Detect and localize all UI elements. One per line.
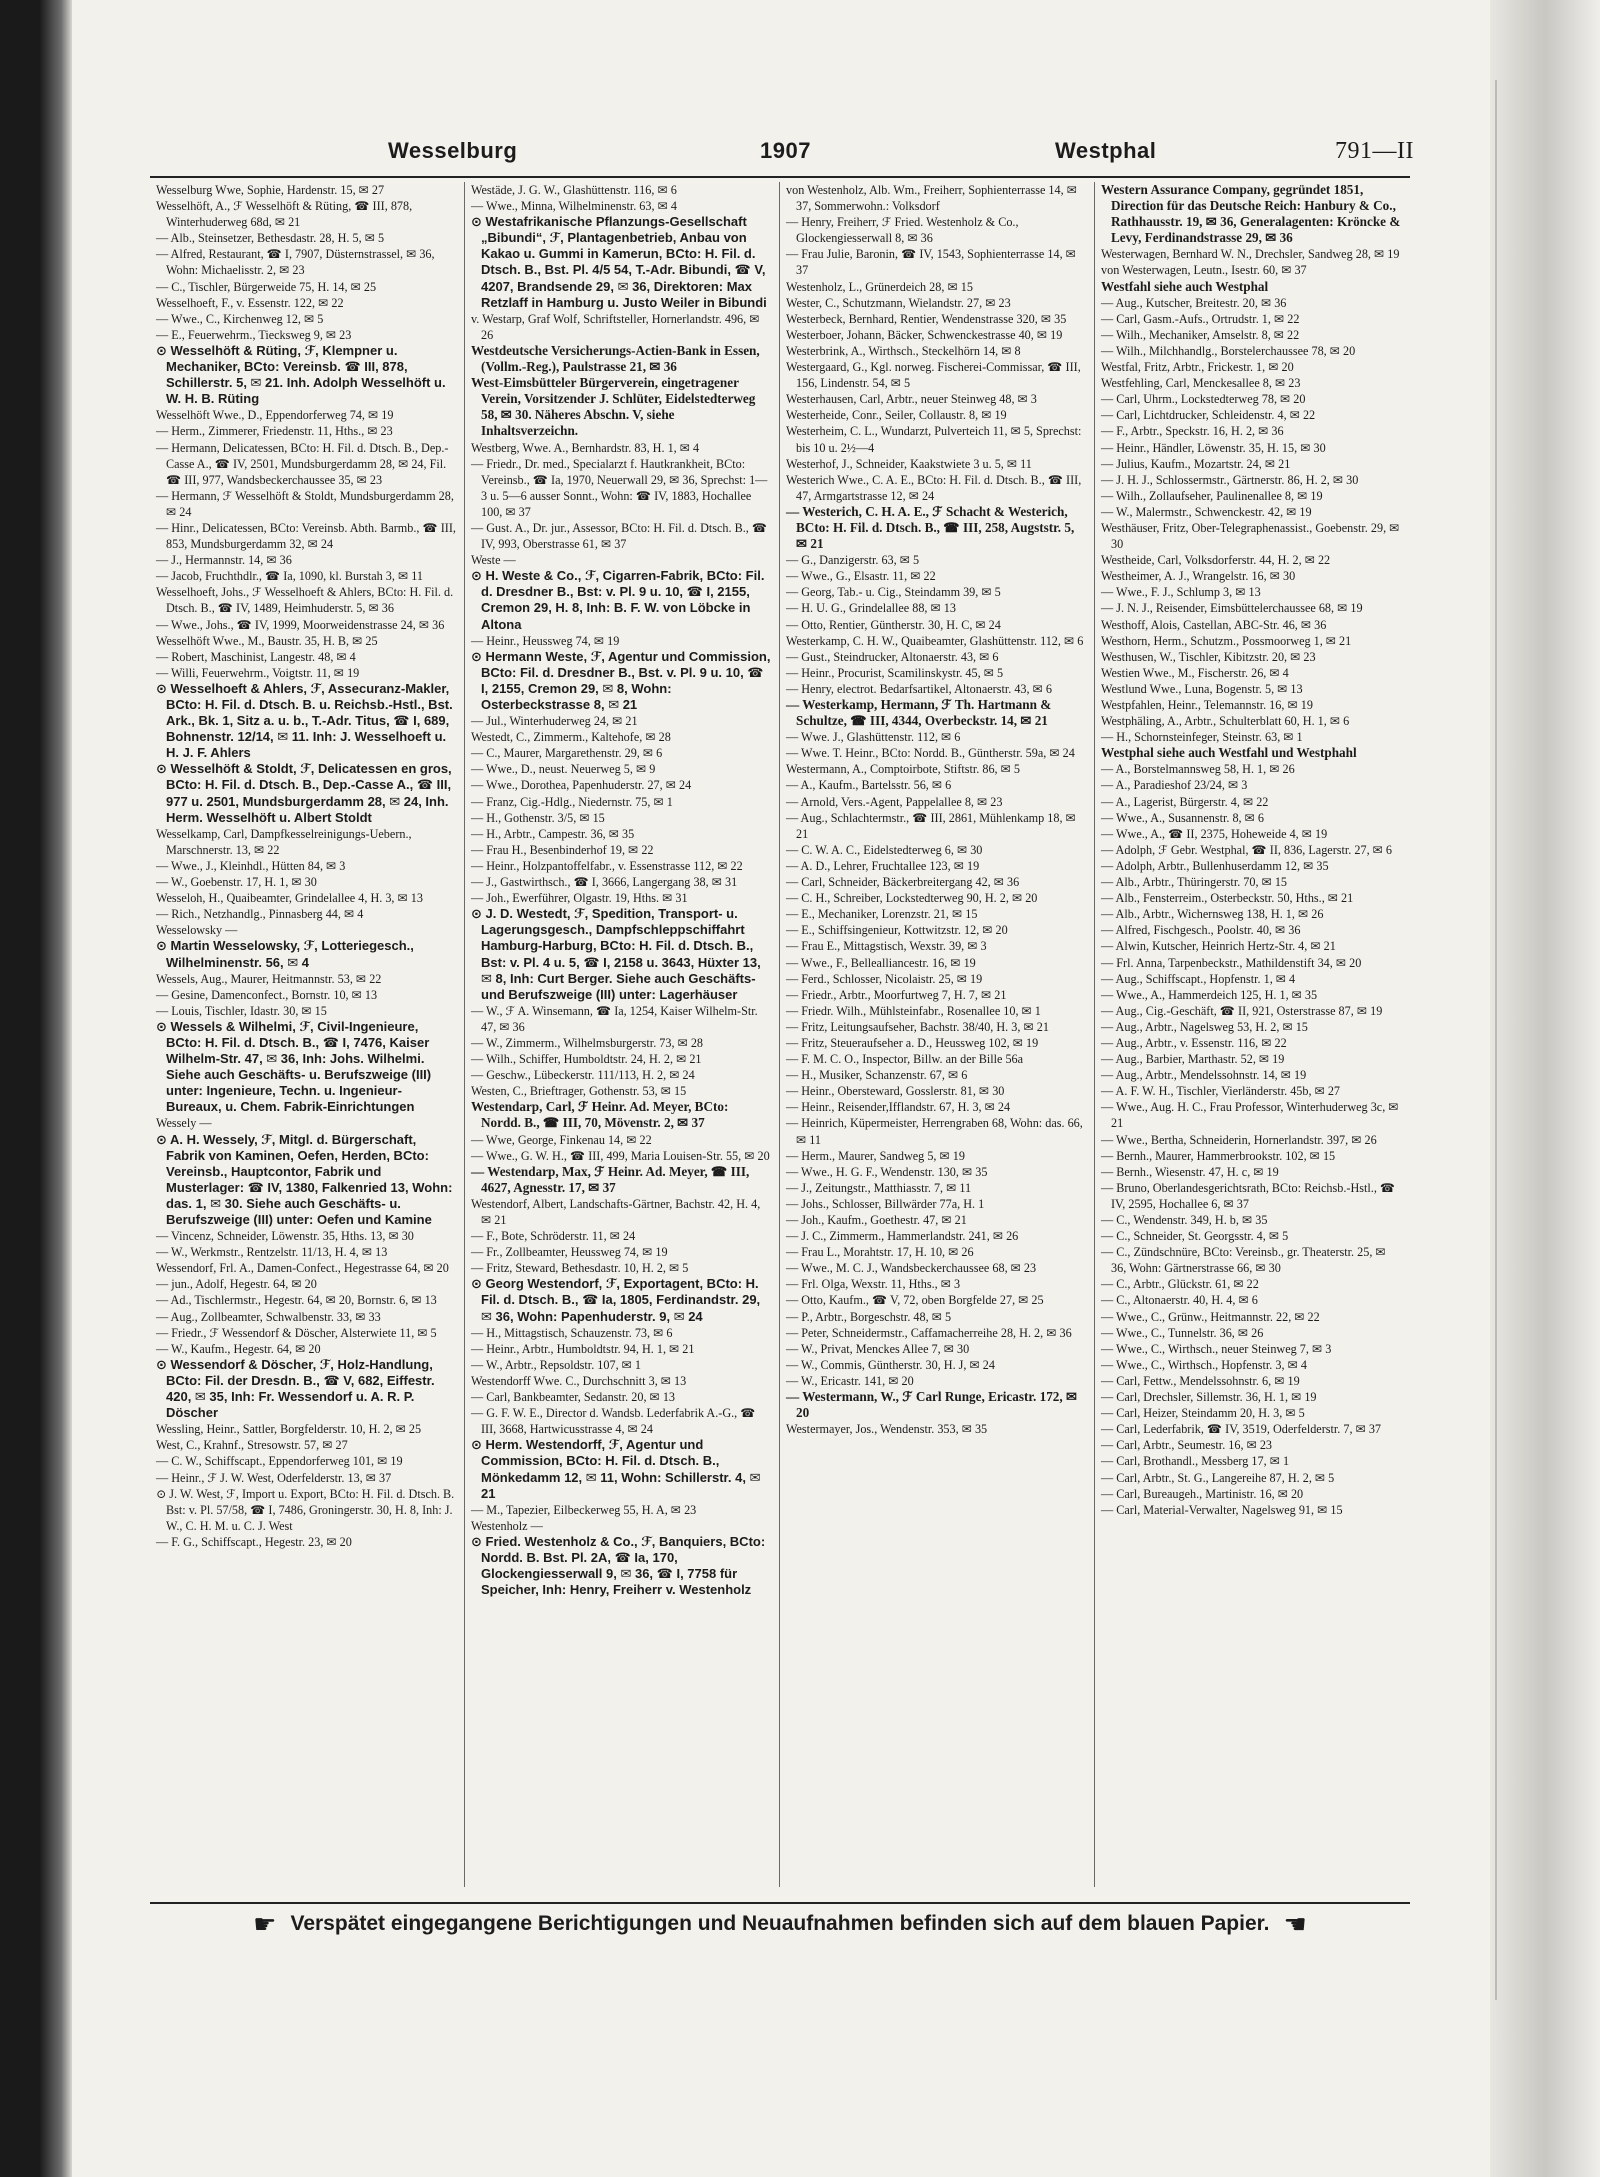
directory-entry: — E., Schiffsingenieur, Kottwitzstr. 12, ✉ 20 [786,923,1008,938]
directory-entry: — Bernh., Wiesenstr. 47, H. c, ✉ 19 [1101,1164,1279,1179]
directory-entry: — F. G., Schiffscapt., Hegestr. 23, ✉ 20 [156,1534,352,1549]
footer-notice: Verspätet eingegangene Berichtigungen und Neuaufnahmen befinden sich auf dem blauen Papier. [290,1912,1270,1935]
page-number: 791—II [1335,138,1414,164]
directory-entry: — C. W. A. C., Eidelstedterweg 6, ✉ 30 [786,842,983,857]
directory-entry: — Wwe. T. Heinr., BCto: Nordd. B., Güntherstr. 59a, ✉ 24 [786,746,1075,761]
directory-entry: — Heinrich, Küpermeister, Herrengraben 68, Wohn: das. 66, ✉ 11 [786,1116,1083,1147]
column-1 [150,182,465,1887]
directory-entry: Westfahl siehe auch Westphal [1101,278,1269,294]
directory-entry: — Carl, Gasm.-Aufs., Ortrudstr. 1, ✉ 22 [1101,311,1300,326]
directory-entry: — Wilh., Schiffer, Humboldtstr. 24, H. 2, ✉ 21 [471,1052,702,1067]
directory-entry: — Westerich, C. H. A. E., ℱ Schacht & Westerich, BCto: H. Fil. d. Dtsch. B., ☎ III, 258, Augststr. 5, ✉ 21 [786,503,1075,552]
directory-entry: — Herm., Zimmerer, Friedenstr. 11, Hths., ✉ 23 [156,424,393,439]
directory-entry: — A. F. W. H., Tischler, Vierländerstr. 45b, ✉ 27 [1101,1084,1341,1099]
directory-entry: v. Westarp, Graf Wolf, Schriftsteller, Hornerlandstr. 496, ✉ 26 [471,311,760,342]
directory-entry: Wesselhoeft, F., v. Essenstr. 122, ✉ 22 [156,295,344,310]
directory-entry: — F., Arbtr., Speckstr. 16, H. 2, ✉ 36 [1101,424,1284,439]
directory-entry: Weste — [471,553,516,568]
directory-page [150,132,1414,2022]
directory-entry: ⊙ J. W. West, ℱ, Import u. Export, BCto: H. Fil. d. Dtsch. B. Bst: v. Pl. 57/58, ☎ I, 7486, Groningerstr. 30, H. 8, Inh: J. W., C. H. M. u. C. J. West [156,1486,455,1533]
directory-entry: Westdeutsche Versicherungs-Actien-Bank in Essen, (Vollm.-Reg.), Paulstrasse 21, ✉ 36 [471,342,760,375]
directory-entry: Wessels, Aug., Maurer, Heitmannstr. 53, ✉ 22 [156,971,382,986]
directory-entry: — Friedr., Arbtr., Moorfurtweg 7, H. 7, ✉ 21 [786,987,1007,1002]
directory-entry: — Joh., Kaufm., Goethestr. 47, ✉ 21 [786,1213,967,1227]
directory-entry: — Frau L., Morahtstr. 17, H. 10, ✉ 26 [786,1245,974,1260]
directory-entry: — Heinr., Reisender,Ifflandstr. 67, H. 3, ✉ 24 [786,1100,1011,1115]
directory-entry: Wessendorf, Frl. A., Damen-Confect., Hegestrasse 64, ✉ 20 [156,1261,449,1276]
directory-entry: — Wilh., Milchhandlg., Borstelerchaussee 78, ✉ 20 [1101,343,1356,358]
directory-entry: — Heinr., Obersteward, Gosslerstr. 81, ✉ 30 [786,1084,1005,1099]
directory-entry: — J. N. J., Reisender, Eimsbüttelerchaussee 68, ✉ 19 [1101,601,1363,616]
directory-entry: — Carl, Heizer, Steindamm 20, H. 3, ✉ 5 [1101,1406,1305,1421]
directory-entry: — A. D., Lehrer, Fruchtallee 123, ✉ 19 [786,858,980,873]
directory-entry: Westedt, C., Zimmerm., Kaltehofe, ✉ 28 [471,730,671,745]
directory-entry: Westendorf, Albert, Landschafts-Gärtner, Bachstr. 42, H. 4, ✉ 21 [471,1196,761,1227]
header-last-entry: Westphal [1055,138,1157,163]
directory-entry: — Aug., Zollbeamter, Schwalbenstr. 33, ✉ 33 [156,1309,381,1324]
directory-entry: — Carl, Drechsler, Sillemstr. 36, H. 1, ✉ 19 [1101,1390,1317,1405]
directory-entry: — Aug., Arbtr., Mendelssohnstr. 14, ✉ 19 [1101,1068,1307,1083]
directory-entry: Westerhof, J., Schneider, Kaakstwiete 3 u. 5, ✉ 11 [786,456,1032,471]
directory-entry: — J. H. J., Schlossermstr., Gärtnerstr. 86, H. 2, ✉ 30 [1101,472,1359,487]
directory-entry: — C., Schneider, St. Georgsstr. 4, ✉ 5 [1101,1229,1289,1244]
column-2 [465,182,780,1887]
directory-entry: — E., Mechaniker, Lorenzstr. 21, ✉ 15 [786,907,978,922]
directory-entry: — Wwe., F. J., Schlump 3, ✉ 13 [1101,585,1261,600]
directory-entry: — Carl, Lederfabrik, ☎ IV, 3519, Oderfelderstr. 7, ✉ 37 [1101,1422,1382,1437]
column-3 [780,182,1095,1887]
directory-entry: — Alb., Fensterreim., Osterbeckstr. 50, Hths., ✉ 21 [1101,891,1354,906]
directory-entry: — Frl. Anna, Tarpenbeckstr., Mathildenstift 34, ✉ 20 [1101,955,1362,970]
directory-entry: — Fritz, Leitungsaufseher, Bachstr. 38/40, H. 3, ✉ 21 [786,1019,1049,1034]
directory-entry: ⊙ J. D. Westedt, ℱ, Spedition, Transport- u. Lagerungsgesch., Dampfschleppschiffahrt Hamburg-Harburg, BCto: H. Fil. d. Dtsch. B., Bst: v. Pl. 4 u. 5, ☎ I, 2158 u. 3643, Hüxter 13, ✉ 8, Inh: Curt Berger. Siehe auch Geschäfts- und Berufszweige (III) unter: Lagerhäuser [471,906,761,1002]
directory-entry: Westerbeck, Bernhard, Rentier, Wendenstrasse 320, ✉ 35 [786,311,1067,326]
directory-entry: — H., Musiker, Schanzenstr. 67, ✉ 6 [786,1068,968,1083]
directory-entry: — Wwe., A., Hammerdeich 125, H. 1, ✉ 35 [1101,987,1318,1002]
directory-entry: — Bernh., Maurer, Hammerbrookstr. 102, ✉ 15 [1101,1148,1336,1163]
directory-entry: ⊙ Hermann Weste, ℱ, Agentur und Commission, BCto: Fil. d. Dresdner B., Bst. v. Pl. 9 u. 10, ☎ I, 2155, Cremon 29, ✉ 8, Wohn: Osterbeckstrasse 8, ✉ 21 [471,648,771,712]
directory-entry: — Carl, Bureaugeh., Martinistr. 16, ✉ 20 [1101,1486,1304,1501]
directory-entry: — Aug., Kutscher, Breitestr. 20, ✉ 36 [1101,295,1287,310]
directory-entry: West-Eimsbütteler Bürgerverein, eingetragener Verein, Vorsitzender J. Schlüter, Eidelstedterweg 58, ✉ 30. Näheres Abschn. V, siehe Inhaltsverzeichn. [471,375,756,439]
directory-entry: — Friedr. Wilh., Mühlsteinfabr., Rosenallee 10, ✉ 1 [786,1003,1041,1018]
directory-entry: — J., Zeitungstr., Matthiasstr. 7, ✉ 11 [786,1180,972,1195]
directory-entry: — Heinr., ℱ J. W. West, Oderfelderstr. 13, ✉ 37 [156,1470,392,1485]
directory-entry: — Fritz, Steward, Bethesdastr. 10, H. 2, ✉ 5 [471,1261,689,1276]
directory-entry: — Wwe., Minna, Wilhelminenstr. 63, ✉ 4 [471,199,677,214]
directory-entry: Westermann, A., Comptoirbote, Stiftstr. 86, ✉ 5 [786,762,1021,777]
directory-entry: — Aug., Schiffscapt., Hopfenstr. 1, ✉ 4 [1101,971,1296,986]
directory-entry: — Wwe., C., Wirthsch., Hopfenstr. 3, ✉ 4 [1101,1357,1307,1372]
page-fold-line [1495,80,1497,2000]
directory-entry: — Hermann, Delicatessen, BCto: H. Fil. d. Dtsch. B., Dep.-Casse A., ☎ IV, 2501, Mundsburgerdamm 28, ✉ 24, Fil. ☎ III, 977, Wandsbeckerchaussee 35, ✉ 23 [156,440,449,487]
directory-entry: — Wwe, George, Finkenau 14, ✉ 22 [471,1132,652,1147]
directory-entry: — W., Zimmerm., Wilhelmsburgerstr. 73, ✉ 28 [471,1035,704,1050]
directory-entry: Wessling, Heinr., Sattler, Borgfelderstr. 10, H. 2, ✉ 25 [156,1422,422,1437]
directory-entry: — Jacob, Fruchthdlr., ☎ Ia, 1090, kl. Burstah 3, ✉ 11 [156,569,423,584]
directory-entry: — J., Gastwirthsch., ☎ I, 3666, Langergang 38, ✉ 31 [471,875,738,890]
directory-entry: — Wilh., Zollaufseher, Paulinenallee 8, ✉ 19 [1101,488,1323,503]
directory-entry: — Wwe., Aug. H. C., Frau Professor, Winterhuderweg 3c, ✉ 21 [1101,1100,1399,1131]
directory-entry: — H., Mittagstisch, Schauzenstr. 73, ✉ 6 [471,1325,673,1340]
directory-entry: Westphäling, A., Arbtr., Schulterblatt 60, H. 1, ✉ 6 [1101,714,1350,729]
directory-entry: — Ad., Tischlermstr., Hegestr. 64, ✉ 20, Bornstr. 6, ✉ 13 [156,1293,437,1308]
directory-entry: — Wwe., M. C. J., Wandsbeckerchaussee 68, ✉ 23 [786,1261,1037,1276]
directory-entry: Westhusen, W., Tischler, Kibitzstr. 20, ✉ 23 [1101,649,1316,664]
directory-entry: — Carl, Brothandl., Messberg 17, ✉ 1 [1101,1454,1290,1469]
directory-entry: Westäde, J. G. W., Glashüttenstr. 116, ✉ 6 [471,183,677,197]
directory-entry: — Heinr., Procurist, Scamilinskystr. 45, ✉ 5 [786,665,1004,680]
directory-entry: — Westerkamp, Hermann, ℱ Th. Hartmann & Schultze, ☎ III, 4344, Overbeckstr. 14, ✉ 21 [786,697,1052,729]
directory-entry: — Louis, Tischler, Idastr. 30, ✉ 15 [156,1003,327,1018]
directory-entry: — A., Kaufm., Bartelsstr. 56, ✉ 6 [786,778,952,793]
directory-entry: Wesselowsky — [156,923,238,938]
directory-entry: Westerbrink, A., Wirthsch., Steckelhörn 14, ✉ 8 [786,343,1021,358]
directory-entry: — Alfred, Restaurant, ☎ I, 7907, Düsternstrassel, ✉ 36, Wohn: Michaelisstr. 2, ✉ 23 [156,247,435,278]
directory-entry: — W., Commis, Güntherstr. 30, H. J, ✉ 24 [786,1357,995,1372]
directory-entry: — E., Feuerwehrm., Tiecksweg 9, ✉ 23 [156,327,352,342]
directory-entry: — G., Danzigerstr. 63, ✉ 5 [786,553,920,568]
directory-entry: — Henry, Freiherr, ℱ Fried. Westenholz & Co., Glockengiesserwall 8, ✉ 36 [786,215,1019,246]
directory-entry: — P., Arbtr., Borgeschstr. 48, ✉ 5 [786,1309,952,1324]
scan-page-edge [1490,0,1600,2177]
directory-entry: — Alwin, Kutscher, Heinrich Hertz-Str. 4, ✉ 21 [1101,939,1336,954]
directory-entry: — G. F. W. E., Director d. Wandsb. Lederfabrik A.-G., ☎ III, 3668, Hartwicusstrasse 4, ✉ 24 [471,1406,756,1437]
directory-entry: — Wwe., G., Elsastr. 11, ✉ 22 [786,569,936,584]
directory-entry: Westpfahlen, Heinr., Telemannstr. 16, ✉ 19 [1101,698,1313,712]
directory-entry: — Wwe., G. W. H., ☎ III, 499, Maria Louisen-Str. 55, ✉ 20 [471,1148,770,1163]
directory-entry: Westien Wwe., M., Fischerstr. 26, ✉ 4 [1101,665,1289,680]
directory-entry: — Heinr., Händler, Löwenstr. 35, H. 15, ✉ 30 [1101,440,1326,455]
directory-entry: — Gust. A., Dr. jur., Assessor, BCto: H. Fil. d. Dtsch. B., ☎ IV, 993, Oberstrasse 61, ✉ 37 [471,520,768,552]
directory-entry: — H. U. G., Grindelallee 88, ✉ 13 [786,601,956,616]
directory-entry: — Henry, electrot. Bedarfsartikel, Altonaerstr. 43, ✉ 6 [786,681,1052,696]
directory-entry: Westergaard, G., Kgl. norweg. Fischerei-Commissar, ☎ III, 156, Lindenstr. 54, ✉ 5 [786,360,1081,391]
page-header [150,132,1414,178]
directory-entry: — Wwe., C., Tunnelstr. 36, ✉ 26 [1101,1325,1264,1340]
directory-entry: Westerboer, Johann, Bäcker, Schwenckestrasse 40, ✉ 19 [786,327,1063,342]
directory-entry: von Westenholz, Alb. Wm., Freiherr, Sophienterrasse 14, ✉ 37, Sommerwohn.: Volksdorf [786,183,1077,214]
directory-entry: — Vincenz, Schneider, Löwenstr. 35, Hths. 13, ✉ 30 [156,1229,414,1244]
directory-entry: — Wwe., C., Kirchenweg 12, ✉ 5 [156,311,324,326]
directory-entry: Westendorff Wwe. C., Durchschnitt 3, ✉ 13 [471,1373,687,1388]
directory-entry: — Wwe., D., neust. Neuerweg 5, ✉ 9 [471,762,656,777]
directory-entry: Westendarp, Carl, ℱ Heinr. Ad. Meyer, BCto: Nordd. B., ☎ III, 70, Mövenstr. 2, ✉ 37 [471,1099,729,1131]
pointing-hand-left-icon: ☛ [253,1908,277,1939]
directory-entry: — Wwe., A., ☎ II, 2375, Hoheweide 4, ✉ 19 [1101,826,1328,841]
directory-entry: — Julius, Kaufm., Mozartstr. 24, ✉ 21 [1101,456,1291,471]
directory-entry: — Alb., Steinsetzer, Bethesdastr. 28, H. 5, ✉ 5 [156,231,385,246]
directory-entry: — Wwe., C., Grünw., Heitmannstr. 22, ✉ 22 [1101,1309,1320,1324]
header-year: 1907 [760,138,811,163]
page-footer [150,1902,1410,1944]
directory-entry: — H., Gothenstr. 3/5, ✉ 15 [471,810,605,825]
directory-entry: Wesselhoeft, Johs., ℱ Wesselhoeft & Ahlers, BCto: H. Fil. d. Dtsch. B., ☎ IV, 1489, Heimhuderstr. 5, ✉ 36 [156,585,454,616]
directory-entry: ⊙ Westafrikanische Pflanzungs-Gesellschaft „Bibundi“, ℱ, Plantagenbetrieb, Anbau von Kakao u. Gummi in Kamerun, BCto: H. Fil. d. Dtsch. B., Bst. Pl. 4/5 54, T.-Adr. Bibundi, ☎ V, 4207, Brandsende 29, ✉ 36, Direktoren: Max Retzlaff in Hamburg u. Justo Weiler in Bibundi [471,214,767,310]
directory-entry: — W., Privat, Menckes Allee 7, ✉ 30 [786,1341,970,1356]
directory-entry: Wesselkamp, Carl, Dampfkesselreinigungs-Uebern., Marschnerstr. 13, ✉ 22 [156,826,412,857]
directory-entry: — Friedr., ℱ Wessendorf & Döscher, Alsterwiete 11, ✉ 5 [156,1325,437,1340]
directory-entry: — Frl. Olga, Wexstr. 11, Hths., ✉ 3 [786,1277,961,1292]
directory-entry: — W., Kaufm., Hegestr. 64, ✉ 20 [156,1341,321,1356]
directory-entry: Westerkamp, C. H. W., Quaibeamter, Glashüttenstr. 112, ✉ 6 [786,633,1084,648]
directory-entry: — F., Bote, Schröderstr. 11, ✉ 24 [471,1229,636,1244]
directory-entry: — Hinr., Delicatessen, BCto: Vereinsb. Abth. Barmb., ☎ III, 853, Mundsburgerdamm 32, ✉ 24 [156,520,456,552]
directory-entry: — W., Werkmstr., Rentzelstr. 11/13, H. 4, ✉ 13 [156,1245,388,1260]
directory-entry: Westberg, Wwe. A., Bernhardstr. 83, H. 1, ✉ 4 [471,440,700,455]
directory-entry: — Aug., Arbtr., v. Essenstr. 116, ✉ 22 [1101,1035,1287,1050]
directory-entry: — A., Borstelmannsweg 58, H. 1, ✉ 26 [1101,762,1295,777]
directory-entry: Wesselhöft Wwe., M., Baustr. 35, H. B, ✉ 25 [156,633,378,648]
directory-entry: — Wwe., F., Bellealliancestr. 16, ✉ 19 [786,955,976,970]
directory-entry: — Adolph, ℱ Gebr. Westphal, ☎ II, 836, Lagerstr. 27, ✉ 6 [1101,842,1393,857]
directory-entry: Westphal siehe auch Westfahl und Westphahl [1101,745,1357,761]
directory-entry: — C. W., Schiffscapt., Eppendorferweg 101, ✉ 19 [156,1454,403,1469]
directory-entry: — Aug., Cig.-Geschäft, ☎ II, 921, Osterstrasse 87, ✉ 19 [1101,1003,1383,1018]
directory-entry: — Gesine, Damenconfect., Bornstr. 10, ✉ 13 [156,987,378,1002]
directory-entry: Westerheide, Conr., Seiler, Collaustr. 8, ✉ 19 [786,408,1007,423]
directory-entry: — Geschw., Lübeckerstr. 111/113, H. 2, ✉ 24 [471,1068,695,1083]
directory-entry: — Carl, Lichtdrucker, Schleidenstr. 4, ✉ 22 [1101,408,1316,423]
directory-entry: ⊙ Herm. Westendorff, ℱ, Agentur und Commission, BCto: H. Fil. d. Dtsch. B., Mönkedamm 12, ✉ 11, Wohn: Schillerstr. 4, ✉ 21 [471,1437,761,1501]
directory-entry: West, C., Krahnf., Stresowstr. 57, ✉ 27 [156,1438,348,1453]
directory-entry: Westenholz, L., Grünerdeich 28, ✉ 15 [786,279,973,294]
directory-entry: — Wwe., Bertha, Schneiderin, Hornerlandstr. 397, ✉ 26 [1101,1132,1377,1147]
directory-entry: Westfehling, Carl, Menckesallee 8, ✉ 23 [1101,376,1301,391]
directory-entry: ⊙ Wesselhoeft & Ahlers, ℱ, Assecuranz-Makler, BCto: H. Fil. d. Dtsch. B. u. Reichsb.-Hstl., Bst. Ark., Bk. 1, Sitz a. u. b., T.-Adr. Titus, ☎ I, 689, Bohnenstr. 12/14, ✉ 11. Inh: J. Wesselhoeft u. H. J. F. Ahlers [156,680,453,761]
directory-entry: — Willi, Feuerwehrm., Voigtstr. 11, ✉ 19 [156,665,360,680]
directory-entry: — Wilh., Mechaniker, Amselstr. 8, ✉ 22 [1101,327,1300,342]
directory-entry: — A., Paradieshof 23/24, ✉ 3 [1101,778,1248,793]
directory-entry: ⊙ H. Weste & Co., ℱ, Cigarren-Fabrik, BCto: Fil. d. Dresdner B., Bst: v. Pl. 9 u. 10, ☎ I, 2155, Cremon 29, H. 8, Inh: B. F. W. von Löbcke in Altona [471,568,765,632]
directory-entry: — Fritz, Steueraufseher a. D., Heussweg 102, ✉ 19 [786,1035,1039,1050]
directory-entry: — Bruno, Oberlandesgerichtsrath, BCto: Reichsb.-Hstl., ☎ IV, 2595, Hochallee 6, ✉ 37 [1101,1180,1396,1211]
directory-entry: Westheide, Carl, Volksdorferstr. 44, H. 2, ✉ 22 [1101,553,1331,568]
directory-entry: Westhorn, Herm., Schutzm., Possmoorweg 1, ✉ 21 [1101,633,1352,648]
directory-entry: — Aug., Barbier, Marthastr. 52, ✉ 19 [1101,1052,1285,1067]
directory-entry: von Westerwagen, Leutn., Isestr. 60, ✉ 37 [1101,263,1307,278]
directory-entry: — jun., Adolf, Hegestr. 64, ✉ 20 [156,1277,317,1292]
directory-entry: — F. M. C. O., Inspector, Billw. an der Bille 56a [786,1052,1024,1067]
directory-entry: — Carl, Schneider, Bäckerbreitergang 42, ✉ 36 [786,875,1020,890]
directory-entry: — Arnold, Vers.-Agent, Pappelallee 8, ✉ 23 [786,794,1003,809]
directory-entry: — A., Lagerist, Bürgerstr. 4, ✉ 22 [1101,794,1269,809]
directory-entry: — W., Malermstr., Schwenckestr. 42, ✉ 19 [1101,504,1312,519]
directory-entry: — Peter, Schneidermstr., Caffamacherreihe 28, H. 2, ✉ 36 [786,1325,1072,1340]
directory-entry: Westerwagen, Bernhard W. N., Drechsler, Sandweg 28, ✉ 19 [1101,247,1400,262]
directory-entry: — Alb., Arbtr., Wichernsweg 138, H. 1, ✉ 26 [1101,907,1324,922]
directory-entry: — Carl, Arbtr., Seumestr. 16, ✉ 23 [1101,1438,1273,1453]
directory-entry: — Johs., Schlosser, Billwärder 77a, H. 1 [786,1196,985,1211]
directory-entry: — Wwe., C., Wirthsch., neuer Steinweg 7, ✉ 3 [1101,1341,1332,1356]
directory-entry: — J. C., Zimmerm., Hammerlandstr. 241, ✉ 26 [786,1229,1019,1244]
directory-entry: Westerich Wwe., C. A. E., BCto: H. Fil. d. Dtsch. B., ☎ III, 47, Armgartstrasse 12, ✉ 24 [786,472,1082,503]
pointing-hand-right-icon: ☚ [1283,1908,1307,1939]
directory-entry: — Westermann, W., ℱ Carl Runge, Ericastr. 172, ✉ 20 [786,1389,1078,1421]
directory-entry: — H., Schornsteinfeger, Steinstr. 63, ✉ 1 [1101,730,1303,745]
directory-entry: Westerhausen, Carl, Arbtr., neuer Steinweg 48, ✉ 3 [786,392,1037,407]
directory-entry: Westlund Wwe., Luna, Bogenstr. 5, ✉ 13 [1101,681,1303,696]
directory-entry: — C., Altonaerstr. 40, H. 4, ✉ 6 [1101,1293,1258,1308]
directory-entry: — W., Goebenstr. 17, H. 1, ✉ 30 [156,875,317,890]
directory-entry: Wesselhöft Wwe., D., Eppendorferweg 74, ✉ 19 [156,408,394,423]
directory-entry: Westenholz — [471,1518,543,1533]
directory-entry: Westermayer, Jos., Wendenstr. 353, ✉ 35 [786,1422,988,1437]
directory-entry: — Otto, Rentier, Güntherstr. 30, H. C, ✉ 24 [786,617,1001,632]
directory-entry: ⊙ Wessels & Wilhelmi, ℱ, Civil-Ingenieure, BCto: H. Fil. d. Dtsch. B., ☎ I, 7476, Kaiser Wilhelm-Str. 47, ✉ 36, Inh: Johs. Wilhelmi. Siehe auch Geschäfts- u. Berufszweige (III) unter: Ingenieure, Techn. u. Ingenieur-Bureaux, u. Chem. Fabrik-Einrichtungen [156,1018,432,1115]
directory-entry: — C., Wendenstr. 349, H. b, ✉ 35 [1101,1213,1268,1227]
directory-entry: — Joh., Ewerführer, Olgastr. 19, Hths. ✉ 31 [471,891,688,906]
directory-entry: — Gust., Steindrucker, Altonaerstr. 43, ✉ 6 [786,649,999,664]
directory-entry: — Frau E., Mittagstisch, Wexstr. 39, ✉ 3 [786,939,987,954]
directory-entry: — Wwe. J., Glashüttenstr. 112, ✉ 6 [786,730,961,745]
directory-entry: — Aug., Arbtr., Nagelsweg 53, H. 2, ✉ 15 [1101,1019,1308,1034]
directory-entry: Westfal, Fritz, Arbtr., Frickestr. 1, ✉ 20 [1101,360,1294,375]
directory-entry: Western Assurance Company, gegründet 1851, Direction für das Deutsche Reich: Hanbury & Co., Rathhausstr. 19, ✉ 36, Generalagenten: Kröncke & Levy, Ferdinandstrasse 29, ✉ 36 [1101,182,1401,246]
directory-entry: — Otto, Kaufm., ☎ V, 72, oben Borgfelde 27, ✉ 25 [786,1293,1044,1308]
directory-entry: — Wwe., A., Susannenstr. 8, ✉ 6 [1101,810,1265,825]
directory-entry: — Frau Julie, Baronin, ☎ IV, 1543, Sophienterrasse 14, ✉ 37 [786,247,1076,278]
directory-entry: — Wwe., Johs., ☎ IV, 1999, Moorweidenstrasse 24, ✉ 36 [156,617,445,632]
directory-entry: — Hermann, ℱ Wesselhöft & Stoldt, Mundsburgerdamm 28, ✉ 24 [156,488,454,519]
directory-entry: — Westendarp, Max, ℱ Heinr. Ad. Meyer, ☎ III, 4627, Agnesstr. 17, ✉ 37 [471,1163,750,1195]
directory-entry: Westheimer, A. J., Wrangelstr. 16, ✉ 30 [1101,569,1296,584]
directory-entry: — Frau H., Besenbinderhof 19, ✉ 22 [471,842,654,857]
directory-entry: Westerheim, C. L., Wundarzt, Pulverteich 11, ✉ 5, Sprechst: bis 10 u. 2½—4 [786,424,1082,455]
directory-entry: — Heinr., Holzpantoffelfabr., v. Essenstrasse 112, ✉ 22 [471,858,743,873]
directory-entry: — H., Arbtr., Campestr. 36, ✉ 35 [471,826,635,841]
directory-entry: — Heinr., Arbtr., Humboldtstr. 94, H. 1, ✉ 21 [471,1341,695,1356]
directory-entry: — Carl, Material-Verwalter, Nagelsweg 91, ✉ 15 [1101,1502,1343,1517]
directory-entry: ⊙ Georg Westendorf, ℱ, Exportagent, BCto: H. Fil. d. Dtsch. B., ☎ Ia, 1805, Ferdinandstr. 29, ✉ 36, Wohn: Papenhuderstr. 9, ✉ 24 [471,1276,761,1324]
directory-entry: — Jul., Winterhuderweg 24, ✉ 21 [471,714,638,729]
directory-entry: ⊙ A. H. Wessely, ℱ, Mitgl. d. Bürgerschaft, Fabrik von Kaminen, Oefen, Herden, BCto: Vereinsb., Hauptcontor, Fabrik und Musterlager: ☎ IV, 1380, Falkenried 13, Wohn: das. 1, ✉ 30. Siehe auch Geschäfts- u. Berufszweige (III) unter: Oefen und Kamine [156,1131,453,1227]
directory-entry: — Ferd., Schlosser, Nicolaistr. 25, ✉ 19 [786,971,983,986]
directory-entry: — C., Zündschnüre, BCto: Vereinsb., gr. Theaterstr. 25, ✉ 36, Wohn: Gärtnerstrasse 66, ✉ 30 [1101,1245,1386,1276]
directory-entry: Westhäuser, Fritz, Ober-Telegraphenassist., Goebenstr. 29, ✉ 30 [1101,520,1400,552]
directory-entry: — W., Arbtr., Repsoldstr. 107, ✉ 1 [471,1357,642,1372]
directory-entry: — Herm., Maurer, Sandweg 5, ✉ 19 [786,1148,965,1163]
directory-entry: — M., Tapezier, Eilbeckerweg 55, H. A, ✉ 23 [471,1502,697,1517]
directory-entry: ⊙ Fried. Westenholz & Co., ℱ, Banquiers, BCto: Nordd. B. Bst. Pl. 2A, ☎ Ia, 170, Glockengiesserwall 9, ✉ 36, ☎ I, 7758 für Speicher, Inh: Henry, Freiherr v. Westenholz [471,1533,766,1598]
directory-entry: — Wwe., H. G. F., Wendenstr. 130, ✉ 35 [786,1164,988,1179]
directory-entry: — Carl, Bankbeamter, Sedanstr. 20, ✉ 13 [471,1390,676,1405]
scan-binding-shadow [0,0,72,2177]
column-4 [1095,182,1410,1887]
directory-entry: — Alb., Arbtr., Thüringerstr. 70, ✉ 15 [1101,875,1288,890]
directory-entry: — Georg, Tab.- u. Cig., Steindamm 39, ✉ 5 [786,585,1001,600]
directory-entry: Wessely — [156,1116,212,1131]
directory-entry: ⊙ Wesselhöft & Rüting, ℱ, Klempner u. Mechaniker, BCto: Vereinsb. ☎ III, 878, Schillerstr. 5, ✉ 21. Inh. Adolph Wesselhöft u. W. H. B. Rüting [156,342,446,407]
directory-entry: Wesseloh, H., Quaibeamter, Grindelallee 4, H. 3, ✉ 13 [156,891,423,906]
directory-entry: — Rich., Netzhandlg., Pinnasberg 44, ✉ 4 [156,907,364,922]
directory-entry: — Aug., Schlachtermstr., ☎ III, 2861, Mühlenkamp 18, ✉ 21 [786,810,1076,841]
directory-entry: — C., Arbtr., Glückstr. 61, ✉ 22 [1101,1277,1259,1292]
directory-entry: — Adolph, Arbtr., Bullenhuserdamm 12, ✉ 35 [1101,858,1329,873]
directory-entry: — C., Tischler, Bürgerweide 75, H. 14, ✉ 25 [156,279,377,294]
directory-entry: — Robert, Maschinist, Langestr. 48, ✉ 4 [156,649,356,664]
directory-entry: — Carl, Fettw., Mendelssohnstr. 6, ✉ 19 [1101,1373,1300,1388]
directory-entry: — C. H., Schreiber, Lockstedterweg 90, H. 2, ✉ 20 [786,891,1038,906]
directory-entry: Wester, C., Schutzmann, Wielandstr. 27, ✉ 23 [786,295,1011,310]
directory-entry: — Alfred, Fischgesch., Poolstr. 40, ✉ 36 [1101,923,1301,938]
directory-entry: ⊙ Martin Wesselowsky, ℱ, Lotteriegesch., Wilhelminenstr. 56, ✉ 4 [156,938,414,970]
directory-entry: — Wwe., Dorothea, Papenhuderstr. 27, ✉ 24 [471,778,692,793]
directory-entry: ⊙ Wessendorf & Döscher, ℱ, Holz-Handlung, BCto: Fil. der Dresdn. B., ☎ V, 682, Eiffestr. 420, ✉ 35, Inh: Fr. Wessendorf u. A. R. P. Döscher [156,1356,435,1421]
directory-entry: Wesselhöft, A., ℱ Wesselhöft & Rüting, ☎ III, 878, Winterhuderweg 68d, ✉ 21 [156,199,413,230]
directory-columns [150,182,1410,1887]
directory-entry: — Carl, Uhrm., Lockstedterweg 78, ✉ 20 [1101,392,1306,407]
directory-entry: Westhoff, Alois, Castellan, ABC-Str. 46, ✉ 36 [1101,617,1327,632]
directory-entry: — Friedr., Dr. med., Specialarzt f. Hautkrankheit, BCto: Vereinsb., ☎ Ia, 1970, Neuerwall 29, ✉ 36, Sprechst: 1—3 u. 5—6 ausser Sonnt., Wohn: ☎ IV, 1883, Hochallee 100, ✉ 37 [471,456,768,519]
directory-entry: — J., Hermannstr. 14, ✉ 36 [156,553,292,568]
directory-entry: Wesselburg Wwe, Sophie, Hardenstr. 15, ✉ 27 [156,183,385,197]
directory-entry: — Heinr., Heussweg 74, ✉ 19 [471,633,620,648]
directory-entry: — W., ℱ A. Winsemann, ☎ Ia, 1254, Kaiser Wilhelm-Str. 47, ✉ 36 [471,1003,758,1034]
directory-entry: — C., Maurer, Margarethenstr. 29, ✉ 6 [471,746,663,761]
directory-entry: Westen, C., Brieftrager, Gothenstr. 53, ✉ 15 [471,1084,687,1099]
directory-entry: — W., Ericastr. 141, ✉ 20 [786,1373,914,1388]
directory-entry: — Franz, Cig.-Hdlg., Niedernstr. 75, ✉ 1 [471,794,673,809]
directory-entry: — Wwe., J., Kleinhdl., Hütten 84, ✉ 3 [156,858,346,873]
header-first-entry: Wesselburg [388,138,518,163]
directory-entry: — Fr., Zollbeamter, Heussweg 74, ✉ 19 [471,1245,668,1260]
directory-entry: ⊙ Wesselhöft & Stoldt, ℱ, Delicatessen en gros, BCto: H. Fil. d. Dtsch. B., Dep.-Casse A., ☎ III, 977 u. 2501, Mundsburgerdamm 28, ✉ 24, Inh. Herm. Wesselhöft u. Albert Stoldt [156,761,452,825]
directory-entry: — Carl, Arbtr., St. G., Langereihe 87, H. 2, ✉ 5 [1101,1470,1335,1485]
